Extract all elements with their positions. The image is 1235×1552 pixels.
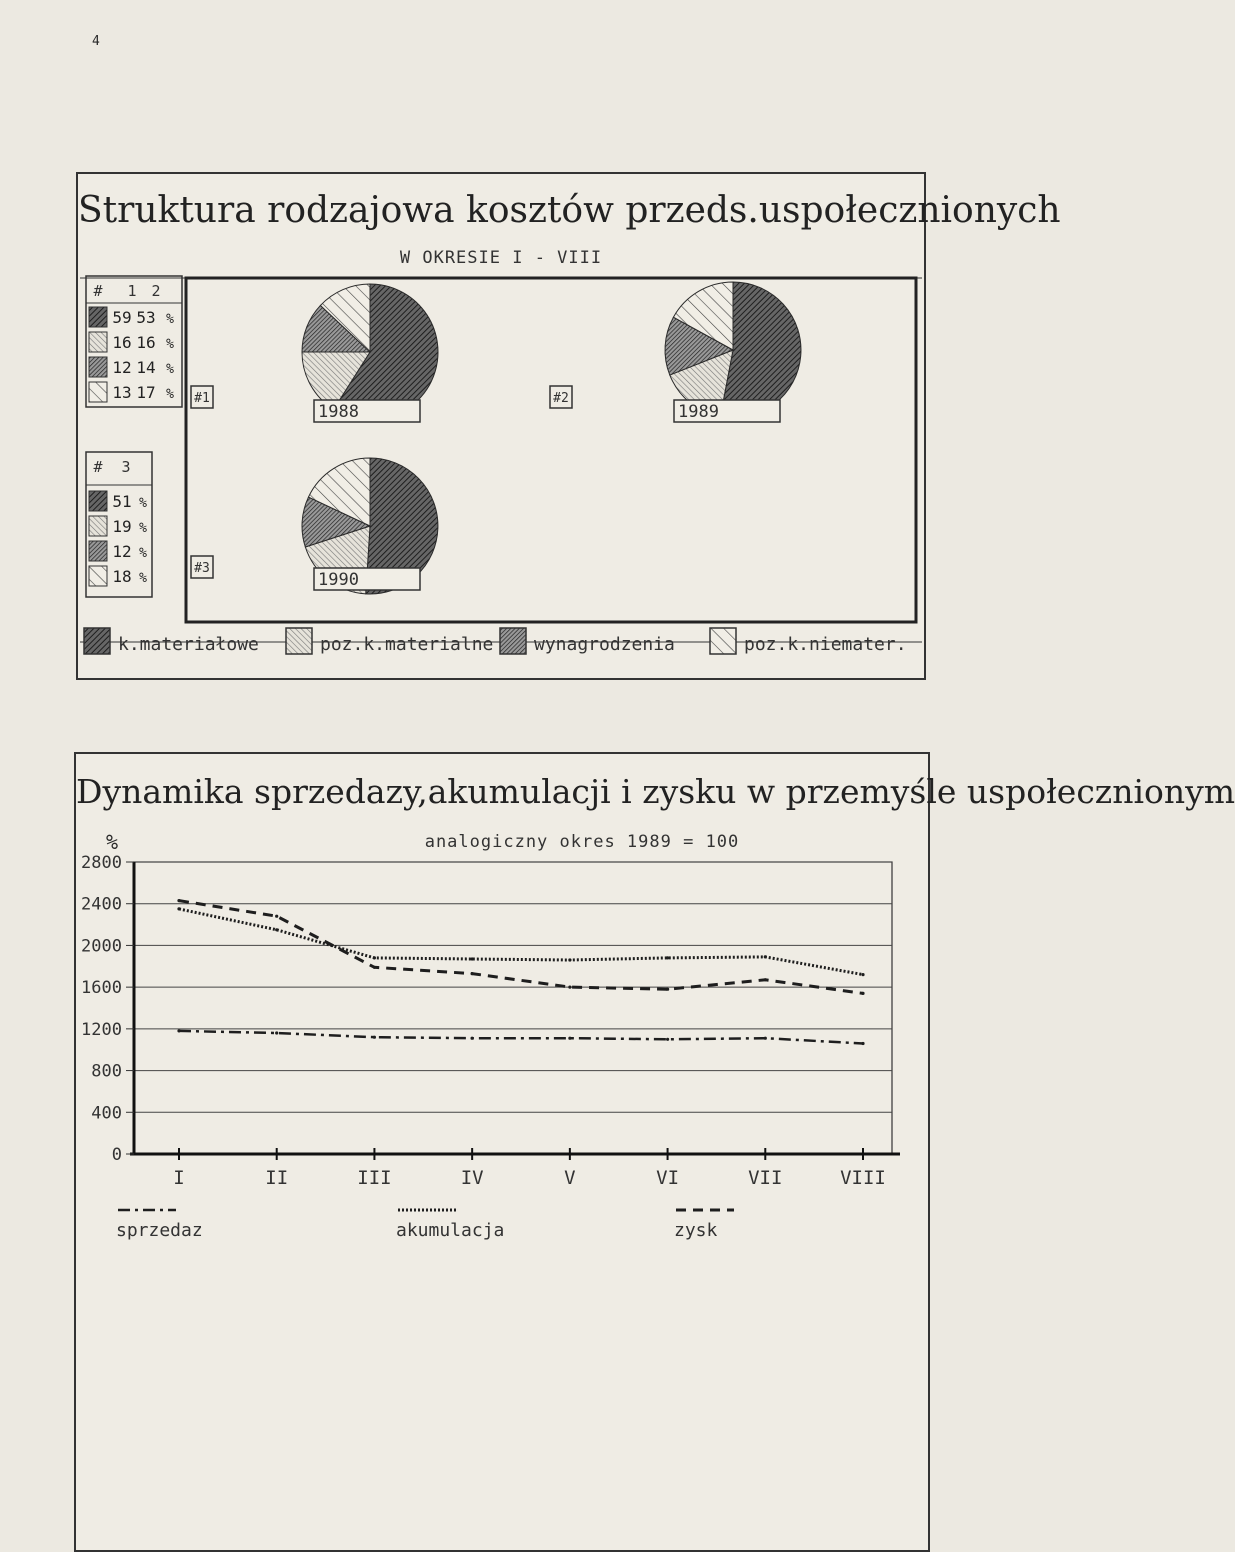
point-akumulacja-i [177,907,180,910]
table-2-value-1990-2: 12 [112,542,132,561]
table-2-header-1: 3 [121,458,131,476]
line-chart-title: Dynamika sprzedazy,akumulacji i zysku w przemyśle uspołecznionym [76,772,1235,811]
point-sprzedaz-ii [275,1031,278,1034]
point-zysk-iv [471,972,474,975]
pie-chart-title: Struktura rodzajowa kosztów przeds.uspołecznionych [78,190,1061,231]
y-tick-label-2000: 2000 [81,936,122,957]
dynamics-panel [74,752,1235,1552]
line-grid [130,862,900,1154]
point-sprzedaz-vii [764,1037,767,1040]
point-zysk-iii [373,966,376,969]
pie-legend-label-wynagrodzenia: wynagrodzenia [534,634,675,655]
table-1-header-2: 2 [151,282,161,300]
line-chart-subtitle: analogiczny okres 1989 = 100 [424,832,740,852]
page-number: 4 [92,34,100,49]
point-sprzedaz-vi [666,1038,669,1041]
pie-1989-label: 1989 [678,402,719,422]
point-zysk-i [177,899,180,902]
point-sprzedaz-iv [471,1037,474,1040]
pie-chart-area [78,174,1061,678]
x-tick-label-viii: VIII [840,1167,886,1189]
y-tick-label-0: 0 [111,1145,122,1165]
table-1-swatch-3 [89,382,107,402]
percentage-table-1990 [86,452,152,597]
pie-legend-label-poz-k-niemater: poz.k.niemater. [744,634,907,655]
y-tick-label-2400: 2400 [81,894,122,915]
percentage-table-1988-1989 [86,276,182,407]
point-akumulacja-ii [275,928,278,931]
table-2-value-1990-1: 19 [112,517,132,536]
line-chart-area [76,754,1235,1550]
x-tick-label-ii: II [265,1167,289,1189]
pie-charts [191,282,801,594]
table-1-value-1989-0: 53 [136,308,156,327]
pie-legend-label-k-materia-owe: k.materiałowe [118,634,259,655]
point-zysk-vii [764,978,767,981]
table-1-percent-3: % [166,387,174,402]
point-sprzedaz-i [177,1029,180,1032]
table-1-value-1989-3: 17 [136,383,156,402]
legend-label-sprzedaz: sprzedaz [116,1220,203,1241]
point-sprzedaz-v [568,1037,571,1040]
point-akumulacja-vi [666,956,669,959]
legend-label-zysk: zysk [674,1220,718,1241]
table-1-value-1988-2: 12 [112,358,132,377]
table-1-percent-2: % [166,362,174,377]
table-1-percent-0: % [166,312,174,327]
table-1-value-1988-3: 13 [112,383,132,402]
table-2-swatch-0 [89,491,107,511]
table-2-percent-3: % [139,571,147,586]
x-tick-label-iv: IV [460,1167,484,1189]
pie-legend-swatch-k-materia-owe [84,628,110,654]
point-akumulacja-vii [764,955,767,958]
x-tick-label-vii: VII [748,1167,783,1189]
pie-legend-swatch-poz-k-niemater [710,628,736,654]
point-akumulacja-iii [373,956,376,959]
pie-legend-swatch-poz-k-materialne [286,628,312,654]
series-line-zysk [179,901,863,994]
pie-legend-label-poz-k-materialne: poz.k.materialne [320,634,494,655]
table-2-swatch-2 [89,541,107,561]
series-line-sprzedaz [179,1031,863,1044]
x-tick-label-vi: VI [656,1167,680,1189]
pie-1990-label: 1990 [318,570,359,590]
pie-1989-tag: #2 [553,391,569,406]
table-1-value-1989-1: 16 [136,333,156,352]
cost-structure-panel [76,172,1061,680]
x-tick-label-i: I [173,1167,185,1189]
table-2-percent-0: % [139,496,147,511]
table-1-header-1: 1 [127,282,137,300]
table-2-percent-1: % [139,521,147,536]
point-zysk-ii [275,915,278,918]
x-tick-label-v: V [564,1167,576,1189]
table-2-header-0: # [93,458,103,476]
point-zysk-viii [861,992,864,995]
table-1-value-1989-2: 14 [136,358,156,377]
y-tick-label-400: 400 [91,1103,122,1124]
pie-1990-tag: #3 [194,561,210,576]
x-tick-label-iii: III [357,1167,392,1189]
legend-label-akumulacja: akumulacja [396,1220,505,1241]
table-1-swatch-1 [89,332,107,352]
table-2-percent-2: % [139,546,147,561]
pie-1988-tag: #1 [194,391,210,406]
y-tick-label-800: 800 [91,1061,122,1082]
point-akumulacja-viii [861,973,864,976]
point-akumulacja-iv [471,957,474,960]
y-tick-label-1600: 1600 [81,978,122,999]
line-legend [116,1210,734,1241]
y-axis-ticks [81,853,134,1165]
table-1-value-1988-1: 16 [112,333,132,352]
line-series [177,899,864,1045]
table-2-value-1990-3: 18 [112,567,132,586]
table-1-percent-1: % [166,337,174,352]
table-1-header-0: # [93,282,103,300]
point-sprzedaz-viii [861,1042,864,1045]
table-1-value-1988-0: 59 [112,308,132,327]
point-sprzedaz-iii [373,1036,376,1039]
table-2-value-1990-0: 51 [112,492,132,511]
point-zysk-vi [666,988,669,991]
table-1-swatch-2 [89,357,107,377]
point-akumulacja-v [568,958,571,961]
y-tick-label-1200: 1200 [81,1019,122,1040]
plot-frame [134,862,892,1154]
table-2-swatch-3 [89,566,107,586]
pie-chart-subtitle: W OKRESIE I - VIII [399,248,603,268]
pie-1988-label: 1988 [318,402,359,422]
y-axis-unit-label: % [106,830,119,854]
point-zysk-v [568,986,571,989]
y-tick-label-2800: 2800 [81,853,122,873]
pie-legend-swatch-wynagrodzenia [500,628,526,654]
table-2-swatch-1 [89,516,107,536]
table-1-swatch-0 [89,307,107,327]
